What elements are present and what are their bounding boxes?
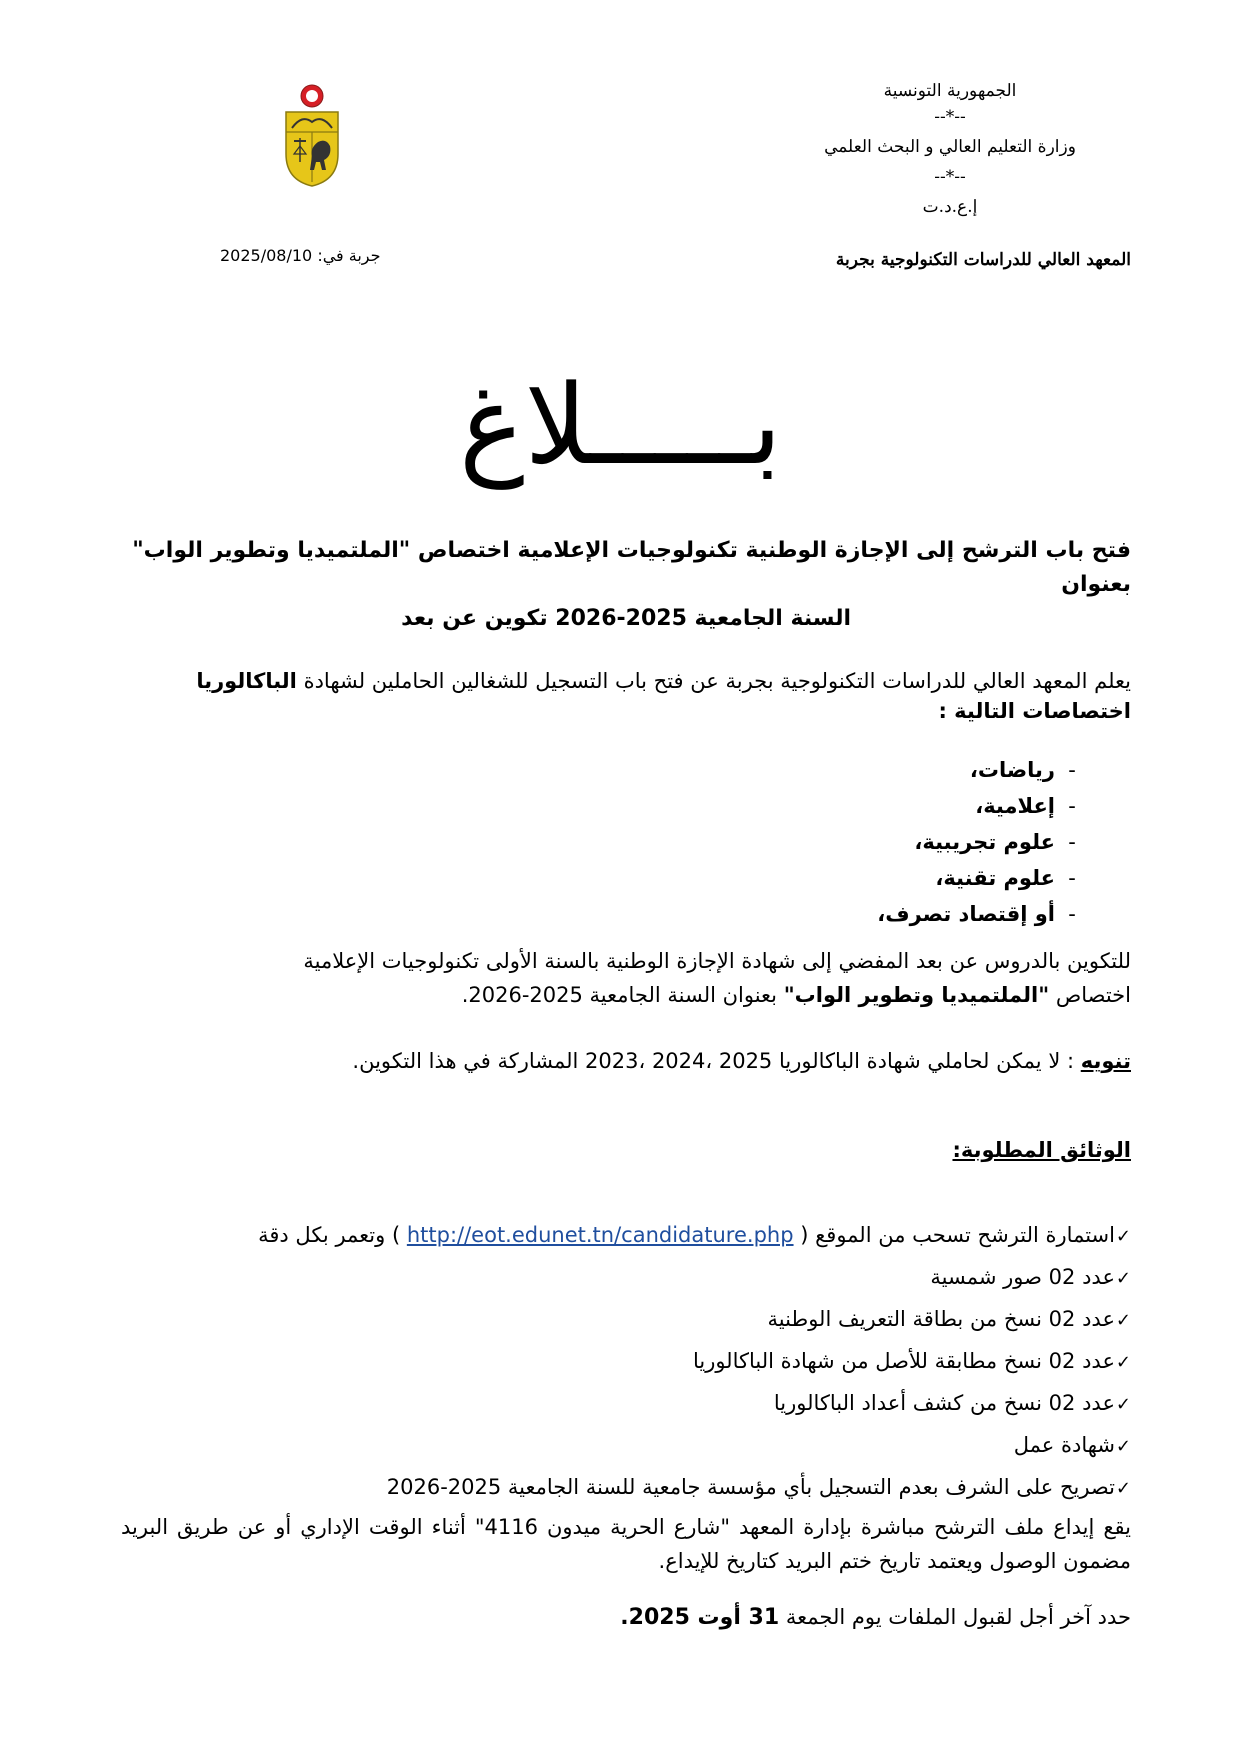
issue-date bbox=[220, 246, 381, 265]
documents-list bbox=[121, 1215, 1131, 1509]
training-specialty: "الملتميديا وتطوير الواب" bbox=[783, 983, 1050, 1007]
document-item bbox=[121, 1257, 1131, 1299]
list-item: - علوم تقنية، bbox=[689, 860, 1089, 896]
document-text: شهادة عمل bbox=[1013, 1433, 1115, 1457]
check-icon: ✓ bbox=[1115, 1394, 1131, 1415]
check-icon: ✓ bbox=[1115, 1310, 1131, 1331]
page-title: بـــــلاغ bbox=[458, 361, 783, 489]
training-suffix: بعنوان السنة الجامعية 2025-2026. bbox=[461, 983, 778, 1007]
deadline-paragraph bbox=[121, 1600, 1131, 1635]
header-separator: --*-- bbox=[934, 107, 966, 127]
ministry-name: وزارة التعليم العالي و البحث العلمي bbox=[824, 137, 1076, 157]
note-paragraph bbox=[121, 1044, 1131, 1078]
header-block bbox=[800, 78, 1100, 224]
check-icon: ✓ bbox=[1115, 1268, 1131, 1289]
date-prefix: جربة في: bbox=[317, 246, 381, 265]
intro-line-1 bbox=[121, 666, 1131, 696]
deadline-text: حدد آخر أجل لقبول الملفات يوم الجمعة bbox=[785, 1605, 1131, 1629]
document-item bbox=[121, 1215, 1131, 1257]
check-icon: ✓ bbox=[1115, 1436, 1131, 1457]
subject-line-1: فتح باب الترشح إلى الإجازة الوطنية تكنولوجيات الإعلامية اختصاص "الملتميديا وتطوير الواب" بعنوان bbox=[132, 538, 1131, 597]
training-prefix: اختصاص bbox=[1055, 983, 1131, 1007]
list-item: - علوم تجريبية، bbox=[689, 824, 1089, 860]
document-text: تصريح على الشرف بعدم التسجيل بأي مؤسسة جامعية للسنة الجامعية 2025-2026 bbox=[386, 1475, 1115, 1499]
intro-bold-word: الباكالوريا bbox=[196, 669, 297, 693]
documents-heading: الوثائق المطلوبة: bbox=[952, 1138, 1131, 1162]
date-value: 2025/08/10 bbox=[220, 246, 313, 265]
header-separator: --*-- bbox=[934, 167, 966, 187]
check-icon: ✓ bbox=[1115, 1352, 1131, 1373]
subject-line-2: السنة الجامعية 2025-2026 تكوين عن بعد bbox=[401, 606, 851, 631]
deposit-paragraph: يقع إيداع ملف الترشح مباشرة بإدارة المعهد "شارع الحرية ميدون 4116" أثناء الوقت الإداري أو عن طريق البريد مضمون الوصول ويعتمد تاريخ ختم البريد كتاريخ للإيداع. bbox=[121, 1515, 1131, 1573]
document-text: عدد 02 صور شمسية bbox=[930, 1265, 1115, 1289]
document-item bbox=[121, 1299, 1131, 1341]
note-text: : لا يمكن لحاملي شهادة الباكالوريا 2025 ،2024 ،2023 المشاركة في هذا التكوين. bbox=[352, 1049, 1075, 1073]
tunisia-coat-of-arms-icon bbox=[280, 82, 344, 190]
document-item bbox=[121, 1425, 1131, 1467]
intro-text: يعلم المعهد العالي للدراسات التكنولوجية بجربة عن فتح باب التسجيل للشغالين الحاملين لشهادة bbox=[303, 669, 1131, 693]
specialties-list bbox=[689, 752, 1089, 932]
document-text: ) وتعمر بكل دقة bbox=[258, 1223, 401, 1247]
subject-heading bbox=[121, 534, 1131, 636]
institute-abbrev: إ.ع.د.ت bbox=[922, 197, 978, 217]
republic-name: الجمهورية التونسية bbox=[883, 81, 1017, 101]
document-item bbox=[121, 1341, 1131, 1383]
note-label: تنويه bbox=[1080, 1049, 1131, 1073]
document-text: عدد 02 نسخ من كشف أعداد الباكالوريا bbox=[773, 1391, 1115, 1415]
list-item: - أو إقتصاد تصرف، bbox=[689, 896, 1089, 932]
list-item: - إعلامية، bbox=[689, 788, 1089, 824]
intro-paragraph bbox=[121, 666, 1131, 726]
institute-name: المعهد العالي للدراسات التكنولوجية بجربة bbox=[835, 250, 1131, 270]
deadline-date: 31 أوت 2025. bbox=[620, 1605, 780, 1630]
training-line-1: للتكوين بالدروس عن بعد المفضي إلى شهادة الإجازة الوطنية بالسنة الأولى تكنولوجيات الإعلامية bbox=[303, 949, 1131, 973]
check-icon: ✓ bbox=[1115, 1478, 1131, 1499]
check-icon: ✓ bbox=[1115, 1226, 1131, 1247]
document-text: استمارة الترشح تسحب من الموقع ( bbox=[800, 1223, 1115, 1247]
document-item bbox=[121, 1467, 1131, 1509]
training-line-2 bbox=[121, 978, 1131, 1012]
intro-line-2: اختصاصات التالية : bbox=[938, 699, 1131, 723]
document-item bbox=[121, 1383, 1131, 1425]
document-text: عدد 02 نسخ من بطاقة التعريف الوطنية bbox=[767, 1307, 1115, 1331]
document-text: عدد 02 نسخ مطابقة للأصل من شهادة الباكالوريا bbox=[692, 1349, 1115, 1373]
training-paragraph bbox=[121, 944, 1131, 1012]
list-item: - رياضات، bbox=[689, 752, 1089, 788]
candidature-link[interactable]: http://eot.edunet.tn/candidature.php bbox=[406, 1223, 794, 1247]
